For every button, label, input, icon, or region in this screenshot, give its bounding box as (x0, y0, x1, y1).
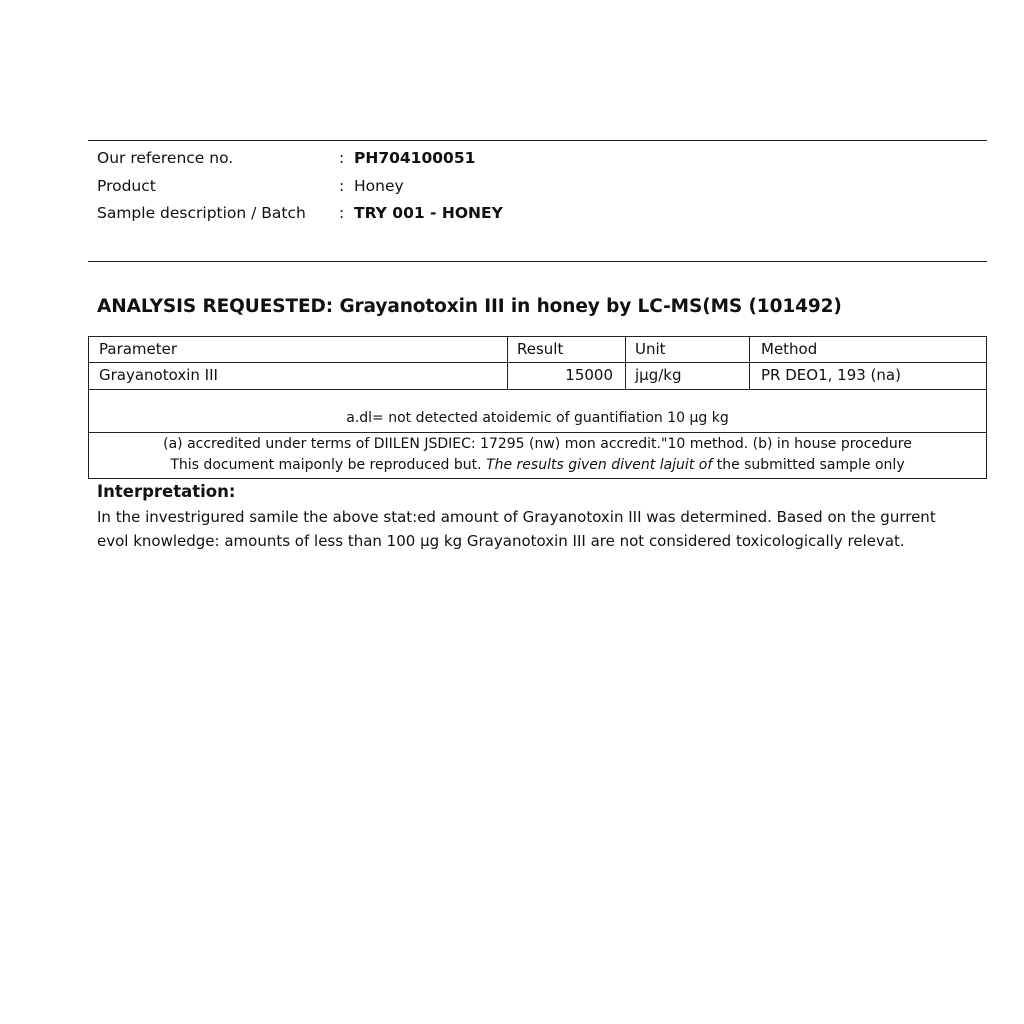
row-divider (89, 432, 986, 433)
reference-label: Our reference no. (97, 149, 234, 167)
header-unit: Unit (635, 340, 666, 358)
reproduction-note-start: This document maiponly be reproduced but. (170, 457, 482, 473)
cell-result: 15000 (565, 366, 613, 384)
row-divider (89, 389, 986, 390)
reproduction-note (89, 456, 986, 474)
reference-value: PH704100051 (354, 149, 476, 167)
column-divider (507, 337, 508, 390)
header-method: Method (761, 340, 818, 358)
cell-parameter: Grayanotoxin III (99, 366, 218, 384)
results-table (88, 336, 987, 479)
top-divider (88, 140, 987, 141)
sample-description-value: TRY 001 - HONEY (354, 204, 503, 222)
reproduction-note-end: the submitted sample only (716, 457, 905, 473)
interpretation-text: In the investrigured samile the above stat:ed amount of Grayanotoxin III was determined. Based on the gurrent evol knowledge: amounts of less than 100 μg kg Grayanotoxin III are not considered toxicologically relevat. (97, 508, 936, 550)
cell-unit: jμg/kg (635, 366, 682, 384)
reference-colon: : (339, 149, 345, 167)
accreditation-note: (a) accredited under terms of DIILEN JSDIEC: 17295 (nw) mon accredit."10 method. (b) in house procedure (163, 436, 912, 452)
reproduction-note-italic: The results given divent lajuit of (486, 457, 713, 473)
column-divider (749, 337, 750, 390)
header-result: Result (517, 340, 564, 358)
product-label: Product (97, 177, 156, 195)
interpretation-title: Interpretation: (97, 482, 236, 501)
column-divider (625, 337, 626, 390)
sample-description-label: Sample description / Batch (97, 204, 306, 222)
row-divider (89, 362, 986, 363)
sample-description-colon: : (339, 204, 345, 222)
cell-method: PR DEO1, 193 (na) (761, 366, 901, 384)
detection-note: a.dl= not detected atoidemic of guantifiation 10 μg kg (346, 410, 729, 426)
middle-divider (88, 261, 987, 262)
product-colon: : (339, 177, 345, 195)
header-parameter: Parameter (99, 340, 178, 358)
analysis-heading: ANALYSIS REQUESTED: Grayanotoxin III in honey by LC-MS(MS (101492) (97, 296, 842, 317)
product-value: Honey (354, 177, 404, 195)
